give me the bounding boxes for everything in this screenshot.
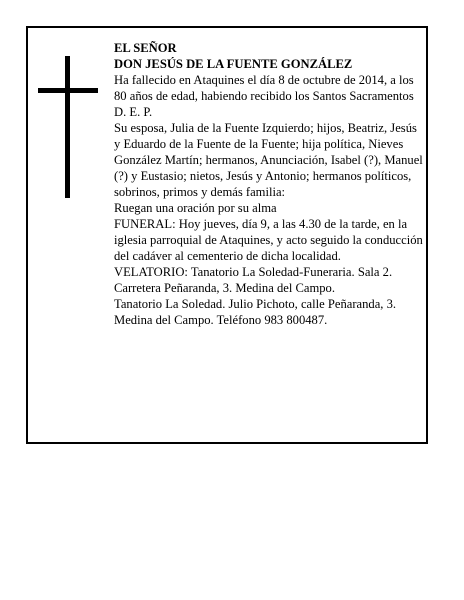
funeral-details: FUNERAL: Hoy jueves, día 9, a las 4.30 de la tarde, en la iglesia parroquial de Ataquines, y acto seguido la conducción del cadáver al cementerio de dicha localidad.: [114, 217, 423, 263]
rip-line: D. E. P.: [114, 105, 153, 119]
notice-title-name: DON JESÚS DE LA FUENTE GONZÁLEZ: [114, 57, 353, 71]
wake-details: VELATORIO: Tanatorio La Soledad-Funeraria. Sala 2. Carretera Peñaranda, 3. Medina del Campo.: [114, 265, 393, 295]
cross-horizontal-bar: [38, 88, 98, 93]
prayer-request: Ruegan una oración por su alma: [114, 201, 277, 215]
latin-cross-icon: [38, 56, 98, 198]
notice-title-honorific: EL SEÑOR: [114, 41, 177, 55]
funeral-home-contact: Tanatorio La Soledad. Julio Pichoto, calle Peñaranda, 3. Medina del Campo. Teléfono 983 800487.: [114, 297, 397, 327]
obituary-notice: [26, 26, 428, 444]
notice-text: [114, 40, 426, 328]
death-announcement: Ha fallecido en Ataquines el día 8 de octubre de 2014, a los 80 años de edad, habiendo recibido los Santos Sacramentos: [114, 73, 414, 103]
cross-vertical-bar: [65, 56, 70, 198]
family-list: Su esposa, Julia de la Fuente Izquierdo; hijos, Beatriz, Jesús y Eduardo de la Fuente de la Fuente; hija política, Nieves González Martín; hermanos, Anunciación, Isabel (?), Manuel (?) y Eustasio; nietos, Jesús y Antonio; hermanos políticos, sobrinos, primos y demás familia:: [114, 121, 423, 199]
